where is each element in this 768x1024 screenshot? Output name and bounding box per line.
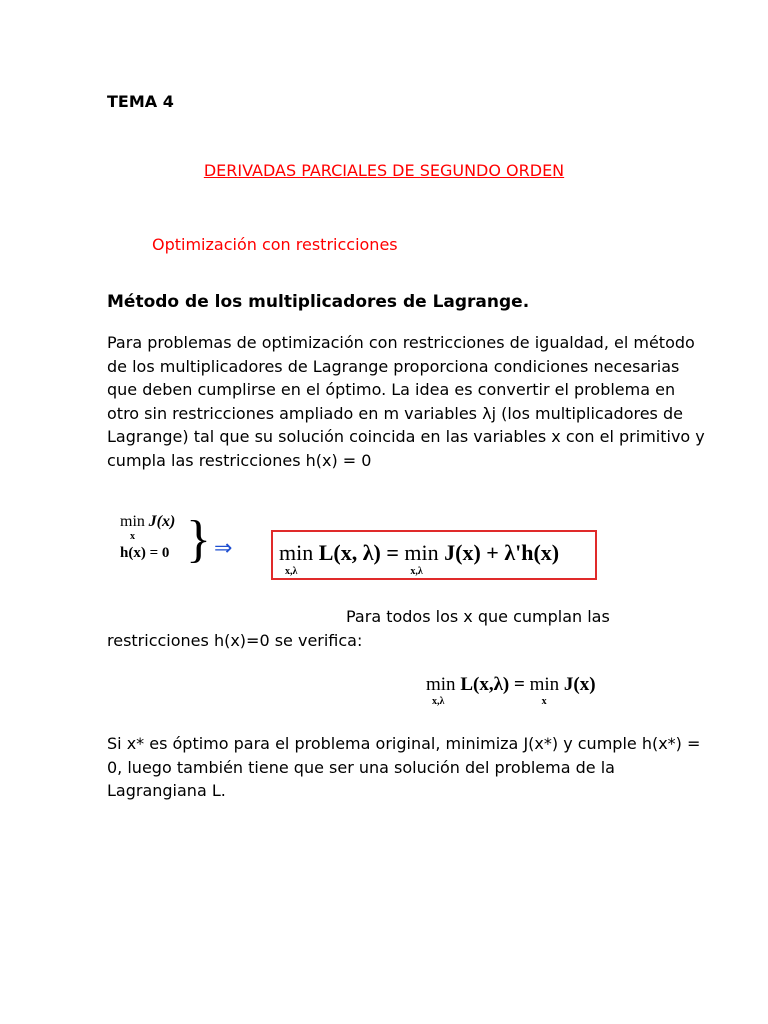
paragraph-conclusion: Si x* es óptimo para el problema original, minimiza J(x*) y cumple h(x*) = 0, luego también tiene que ser una solución del problema de la Lagrangiana L. [107, 734, 701, 800]
lagrangian-lhs-min [279, 540, 319, 577]
formula-constraint: h(x) = 0 [120, 545, 170, 561]
method-heading: Método de los multiplicadores de Lagrange. [107, 292, 530, 312]
formula-objective: J(x) [148, 513, 176, 530]
paragraph-verification: Para todos los x que cumplan las restricciones h(x)=0 se verifica: [107, 607, 610, 650]
eq2-lhs-min [426, 674, 460, 707]
equivalence-formula [426, 674, 596, 707]
min-subscript: x,λ [285, 566, 298, 577]
formula-min: min [120, 513, 145, 530]
implies-arrow-icon: ⇒ [214, 536, 233, 561]
lagrangian-rhs-min [404, 540, 444, 577]
lagrangian-rhs: J(x) + λ'h(x) [444, 540, 560, 565]
page-title [0, 161, 768, 180]
eq2-rhs: J(x) [563, 674, 596, 695]
min-subscript: x,λ [410, 566, 423, 577]
lagrangian-formula [279, 540, 560, 577]
section-number: TEMA 4 [107, 92, 174, 111]
min-subscript: x [541, 696, 547, 707]
min-operator: min [279, 540, 314, 565]
formula-system [120, 513, 175, 562]
lagrangian-formula-box [271, 530, 597, 580]
page-title-text: DERIVADAS PARCIALES DE SEGUNDO ORDEN [203, 161, 565, 180]
min-operator: min [426, 674, 456, 695]
min-operator: min [404, 540, 439, 565]
lagrangian-lhs: L(x, λ) = [318, 540, 399, 565]
formula-sub-x: x [130, 531, 135, 542]
brace-icon: } [186, 511, 211, 568]
eq2-rhs-min [529, 674, 564, 707]
min-operator: min [529, 674, 560, 695]
eq2-lhs: L(x,λ) = [460, 674, 525, 695]
formula-system-row-1 [120, 513, 175, 541]
paragraph-intro: Para problemas de optimización con restricciones de igualdad, el método de los multiplicadores de Lagrange proporciona condiciones necesarias que deben cumplirse en el óptimo. La idea es convertir el problema en otro sin restricciones ampliado en m variables λj (los multiplicadores de Lagrange) tal que su solución coincida en las variables x con el primitivo y cumpla las restricciones h(x) = 0 [107, 333, 705, 470]
min-subscript: x,λ [432, 696, 445, 707]
subtitle: Optimización con restricciones [152, 235, 398, 254]
